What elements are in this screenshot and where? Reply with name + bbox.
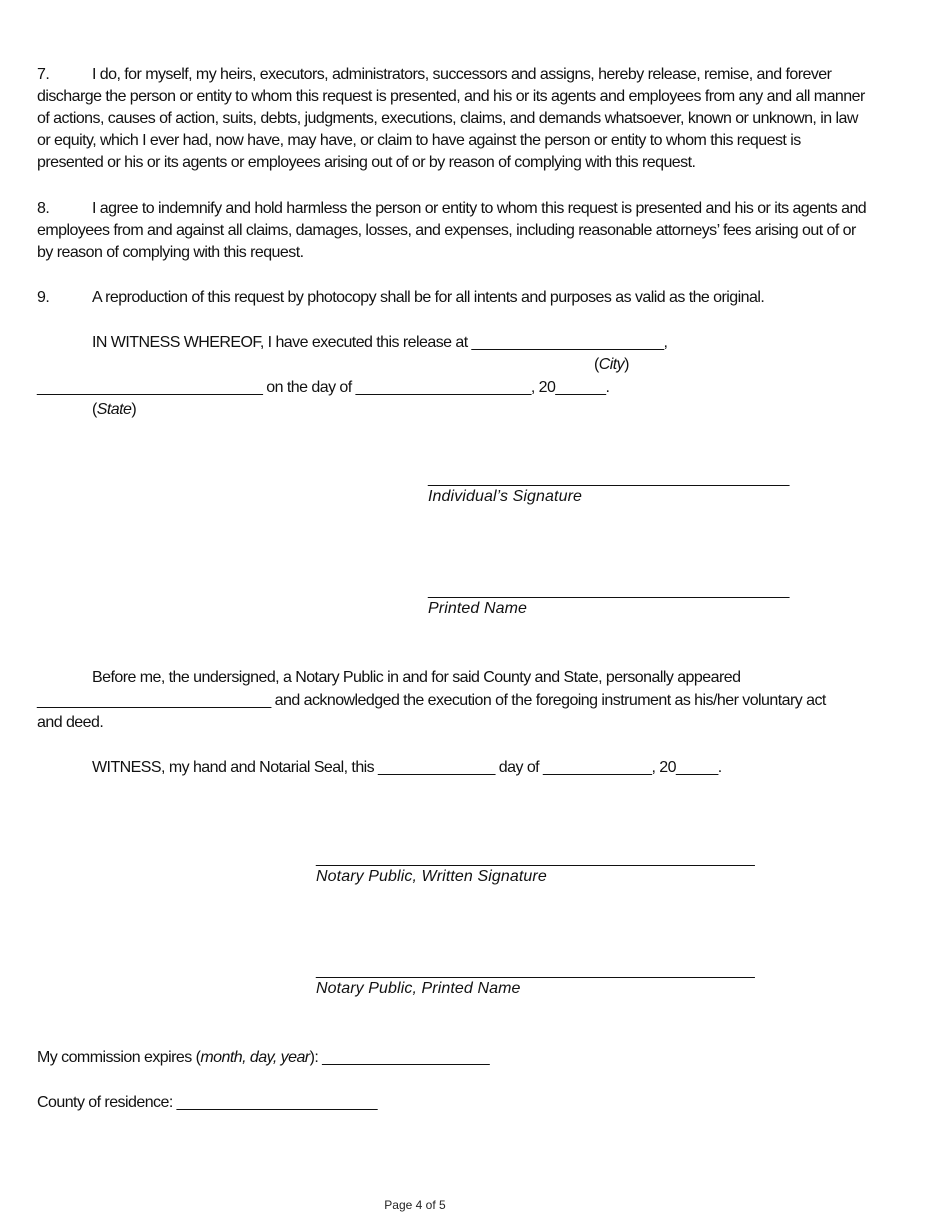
witness-date-line: ___________________________ on the day of _____________________, 20______. (37, 379, 610, 396)
notary-printed-name-label: Notary Public, Printed Name (316, 980, 521, 997)
city-label: City (598, 356, 625, 373)
individual-signature-line[interactable]: __________________________________________ (428, 470, 790, 487)
paragraph-number: 9. (37, 289, 50, 306)
paragraph-7-line: discharge the person or entity to whom this request is presented, and his or its agents and employees from any and all manner (37, 88, 865, 105)
paragraph-7-line: presented or his or its agents or employees arising out of or by reason of complying with this request. (37, 154, 696, 171)
paragraph-text: A reproduction of this request by photocopy shall be for all intents and purposes as valid as the original. (92, 289, 765, 306)
printed-name-label: Printed Name (428, 600, 528, 617)
commission-prefix: My commission expires ( (37, 1049, 201, 1066)
paragraph-7-line (37, 64, 831, 86)
notary-witness-line: WITNESS, my hand and Notarial Seal, this ______________ day of _____________, 20_____. (92, 759, 722, 776)
paragraph-7-line: or equity, which I ever had, now have, may have, or claim to have against the person or entity to whom this request is (37, 132, 801, 149)
paragraph-number: 8. (37, 200, 50, 217)
paragraph-text: I agree to indemnify and hold harmless the person or entity to whom this request is presented and his or its agents and (92, 200, 867, 217)
paragraph-9 (37, 287, 764, 309)
notary-printed-name-line[interactable]: ___________________________________________________ (316, 962, 755, 979)
commission-blank: ): ____________________ (309, 1049, 490, 1066)
paragraph-8-line: employees from and against all claims, damages, losses, and expenses, including reasonable attorneys’ fees arising out of or (37, 222, 856, 239)
individual-signature-label: Individual’s Signature (428, 488, 583, 505)
city-open: ( (594, 356, 599, 373)
county-of-residence-line: County of residence: ________________________ (37, 1094, 378, 1111)
paragraph-number: 7. (37, 66, 50, 83)
city-caption (594, 354, 629, 376)
printed-name-line[interactable]: __________________________________________ (428, 582, 790, 599)
state-open: ( (92, 401, 97, 418)
page-number: Page 4 of 5 (384, 1198, 446, 1212)
state-close: ) (131, 401, 137, 418)
paragraph-8-line (37, 198, 866, 220)
city-close: ) (624, 356, 629, 373)
notary-ack-line: ____________________________ and acknowledged the execution of the foregoing instrument as his/her voluntary act (37, 692, 826, 709)
notary-written-signature-label: Notary Public, Written Signature (316, 868, 547, 885)
commission-expires-line (37, 1047, 489, 1069)
paragraph-text: I do, for myself, my heirs, executors, administrators, successors and assigns, hereby release, remise, and forever (92, 66, 832, 83)
state-caption (92, 399, 136, 421)
state-label: State (96, 401, 132, 418)
paragraph-7-line: of actions, causes of action, suits, debts, judgments, executions, claims, and demands whatsoever, known or unknown, in law (37, 110, 858, 127)
paragraph-8-line: by reason of complying with this request. (37, 244, 304, 261)
commission-date-format: month, day, year (200, 1049, 310, 1066)
witness-whereof-line: IN WITNESS WHEREOF, I have executed this release at _______________________, (92, 334, 668, 351)
notary-written-signature-line[interactable]: ___________________________________________________ (316, 850, 755, 867)
notary-ack-line: Before me, the undersigned, a Notary Public in and for said County and State, personally appeared (92, 669, 741, 686)
notary-ack-line: and deed. (37, 714, 104, 731)
